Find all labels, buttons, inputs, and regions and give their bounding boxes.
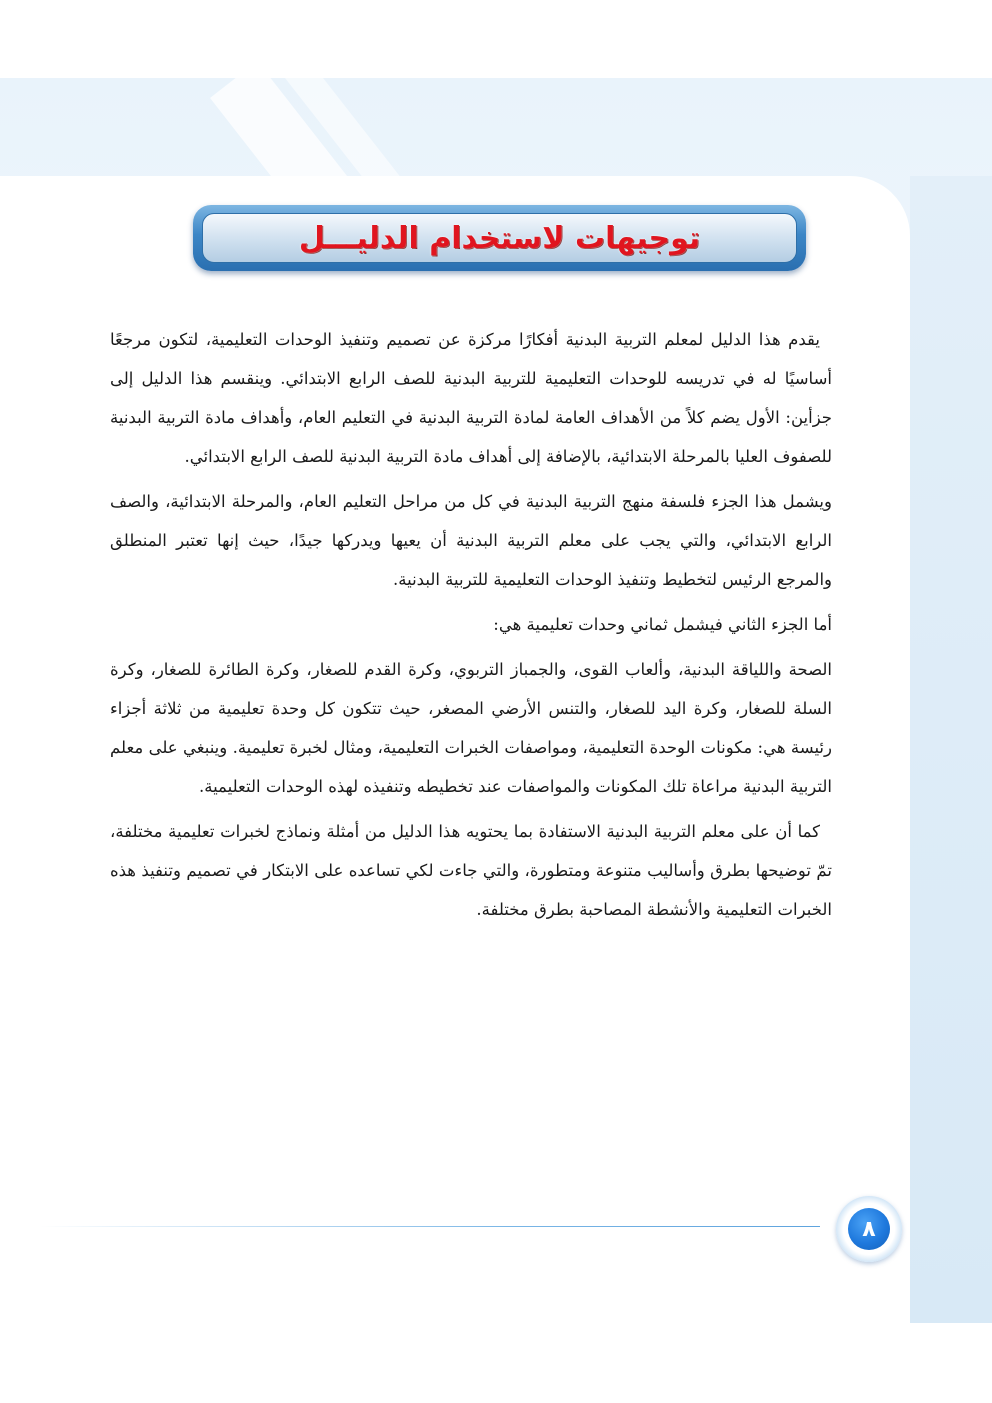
page-number: ٨ bbox=[848, 1208, 890, 1250]
right-margin-strip bbox=[910, 176, 992, 1323]
title-banner-inner bbox=[202, 213, 797, 263]
page-number-badge bbox=[836, 1196, 902, 1262]
paragraph-units: الصحة واللياقة البدنية، وألعاب القوى، والجمباز التربوي، وكرة القدم للصغار، وكرة الطائرة للصغار، وكرة السلة للصغار، وكرة اليد للصغار، والتنس الأرضي المصغر، حيث تتكون كل وحدة تعليمية من ثلاثة أجزاء رئيسة هي: مكونات الوحدة التعليمية، ومواصفات الخبرات التعليمية، ومثال لخبرة تعليمية. وينبغي على معلم التربية البدنية مراعاة تلك المكونات والمواصفات عند تخطيطه وتنفيذه لهذه الوحدات التعليمية. bbox=[110, 660, 832, 796]
page-title: توجيهات لاستخدام الدليـــل bbox=[298, 220, 701, 256]
paragraph-closing: كما أن على معلم التربية البدنية الاستفادة بما يحتويه هذا الدليل من أمثلة ونماذج لخبرات تعليمية مختلفة، تمّ توضيحها بطرق وأساليب متنوعة ومتطورة، والتي جاءت لكي تساعده على الابتكار في تصميم وتنفيذ هذه الخبرات التعليمية والأنشطة المصاحبة بطرق مختلفة. bbox=[110, 822, 832, 919]
body-text bbox=[110, 320, 832, 935]
paragraph-part-two: أما الجزء الثاني فيشمل ثماني وحدات تعليمية هي: bbox=[493, 615, 832, 634]
paragraph-philosophy: ويشمل هذا الجزء فلسفة منهج التربية البدنية في كل من مراحل التعليم العام، والمرحلة الابتدائية، والصف الرابع الابتدائي، والتي يجب على معلم التربية البدنية أن يعيها ويدركها جيدًا، حيث إنها تعتبر المنطلق والمرجع الرئيس لتخطيط وتنفيذ الوحدات التعليمية للتربية البدنية. bbox=[110, 492, 832, 589]
footer-divider bbox=[40, 1226, 820, 1227]
paragraph-intro: يقدم هذا الدليل لمعلم التربية البدنية أفكارًا مركزة عن تصميم وتنفيذ الوحدات التعليمية، لتكون مرجعًا أساسيًا له في تدريسه للوحدات التعليمية للتربية البدنية للصف الرابع الابتدائي. وينقسم هذا الدليل إلى جزأين: الأول يضم كلاً من الأهداف العامة لمادة التربية البدنية في التعليم العام، وأهداف مادة التربية البدنية للصفوف العليا بالمرحلة الابتدائية، بالإضافة إلى أهداف مادة التربية البدنية للصف الرابع الابتدائي. bbox=[110, 330, 832, 466]
title-banner bbox=[193, 205, 806, 271]
